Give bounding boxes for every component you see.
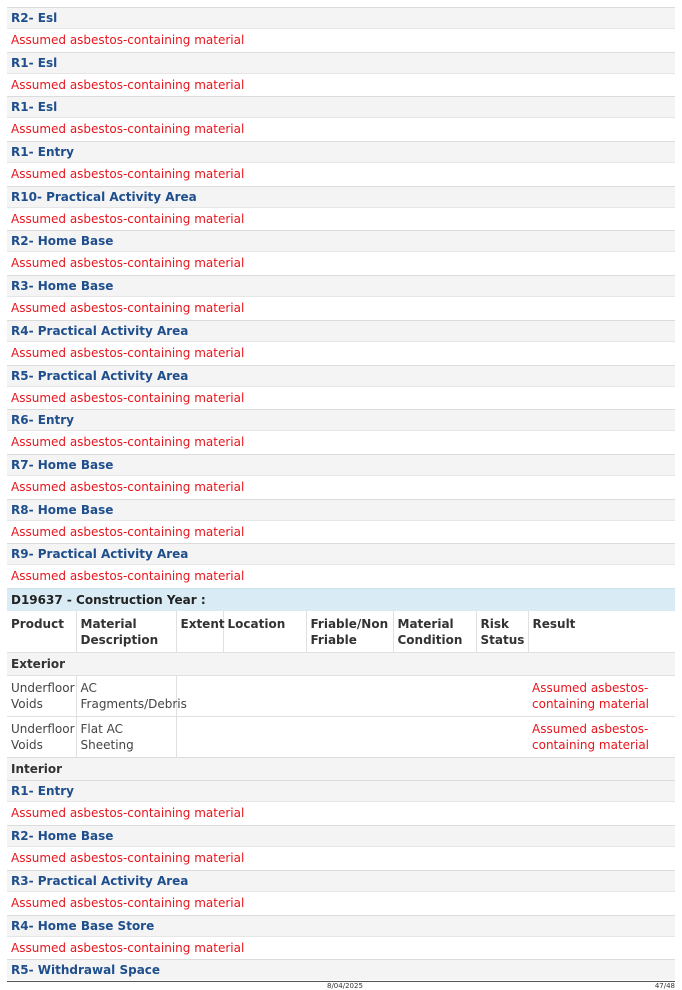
room-result: Assumed asbestos-containing material: [7, 564, 675, 588]
room-result: Assumed asbestos-containing material: [7, 430, 675, 454]
room-result: Assumed asbestos-containing material: [7, 162, 675, 186]
footer-date: 8/04/2025: [327, 982, 363, 990]
room-result: Assumed asbestos-containing material: [7, 520, 675, 544]
room-heading: R2- Home Base: [7, 230, 675, 251]
room-result: Assumed asbestos-containing material: [7, 386, 675, 410]
cell-material: Flat AC Sheeting: [76, 716, 176, 757]
exterior-section-label: Exterior: [7, 652, 675, 675]
room-heading: R6- Entry: [7, 409, 675, 430]
col-header-location: Location: [223, 611, 306, 653]
room-result: Assumed asbestos-containing material: [7, 296, 675, 320]
room-heading: R1- Esl: [7, 52, 675, 73]
room-result: Assumed asbestos-containing material: [7, 846, 675, 870]
material-table: [7, 611, 675, 781]
room-heading: R1- Entry: [7, 141, 675, 162]
cell-product: Underfloor Voids: [7, 716, 76, 757]
col-header-material-condition: Material Condition: [393, 611, 476, 653]
cell-material: AC Fragments/Debris: [76, 675, 176, 716]
room-heading: R3- Practical Activity Area: [7, 870, 675, 891]
room-heading: R1- Entry: [7, 780, 675, 801]
room-heading: R5- Withdrawal Space: [7, 959, 675, 980]
room-result: Assumed asbestos-containing material: [7, 341, 675, 365]
interior-section-label: Interior: [7, 757, 675, 780]
room-result: Assumed asbestos-containing material: [7, 891, 675, 915]
room-result: Assumed asbestos-containing material: [7, 73, 675, 97]
room-list: [7, 7, 675, 588]
room-result: Assumed asbestos-containing material: [7, 28, 675, 52]
room-heading: R1- Esl: [7, 96, 675, 117]
col-header-friable: Friable/Non Friable: [306, 611, 393, 653]
room-result: Assumed asbestos-containing material: [7, 251, 675, 275]
room-result: Assumed asbestos-containing material: [7, 117, 675, 141]
register-document: [7, 7, 675, 980]
building-title: D19637 - Construction Year :: [7, 588, 675, 611]
room-heading: R4- Practical Activity Area: [7, 320, 675, 341]
room-heading: R2- Esl: [7, 7, 675, 28]
room-result: Assumed asbestos-containing material: [7, 207, 675, 231]
col-header-result: Result: [532, 616, 576, 631]
room-result: Assumed asbestos-containing material: [7, 475, 675, 499]
room-result: Assumed asbestos-containing material: [7, 936, 675, 960]
room-heading: R7- Home Base: [7, 454, 675, 475]
table-row: [7, 716, 675, 757]
col-header-risk-status: Risk Status: [476, 611, 528, 653]
table-row: [7, 675, 675, 716]
table-header-row: [7, 611, 675, 653]
cell-result: Assumed asbestos-containing material: [528, 716, 675, 757]
cell-empty: [176, 716, 528, 757]
col-header-product: Product: [7, 611, 76, 653]
cell-empty: [176, 675, 528, 716]
room-heading: R10- Practical Activity Area: [7, 186, 675, 207]
room-heading: R8- Home Base: [7, 499, 675, 520]
room-heading: R3- Home Base: [7, 275, 675, 296]
col-header-material-description: Material Description: [76, 611, 176, 653]
interior-room-list: [7, 780, 675, 980]
cell-result: Assumed asbestos-containing material: [528, 675, 675, 716]
room-heading: R2- Home Base: [7, 825, 675, 846]
col-header-extent: Extent: [176, 611, 223, 653]
room-heading: R9- Practical Activity Area: [7, 543, 675, 564]
room-heading: R4- Home Base Store: [7, 915, 675, 936]
cell-product: Underfloor Voids: [7, 675, 76, 716]
room-heading: R5- Practical Activity Area: [7, 365, 675, 386]
footer-page-number: 47/48: [654, 982, 675, 990]
room-result: Assumed asbestos-containing material: [7, 801, 675, 825]
